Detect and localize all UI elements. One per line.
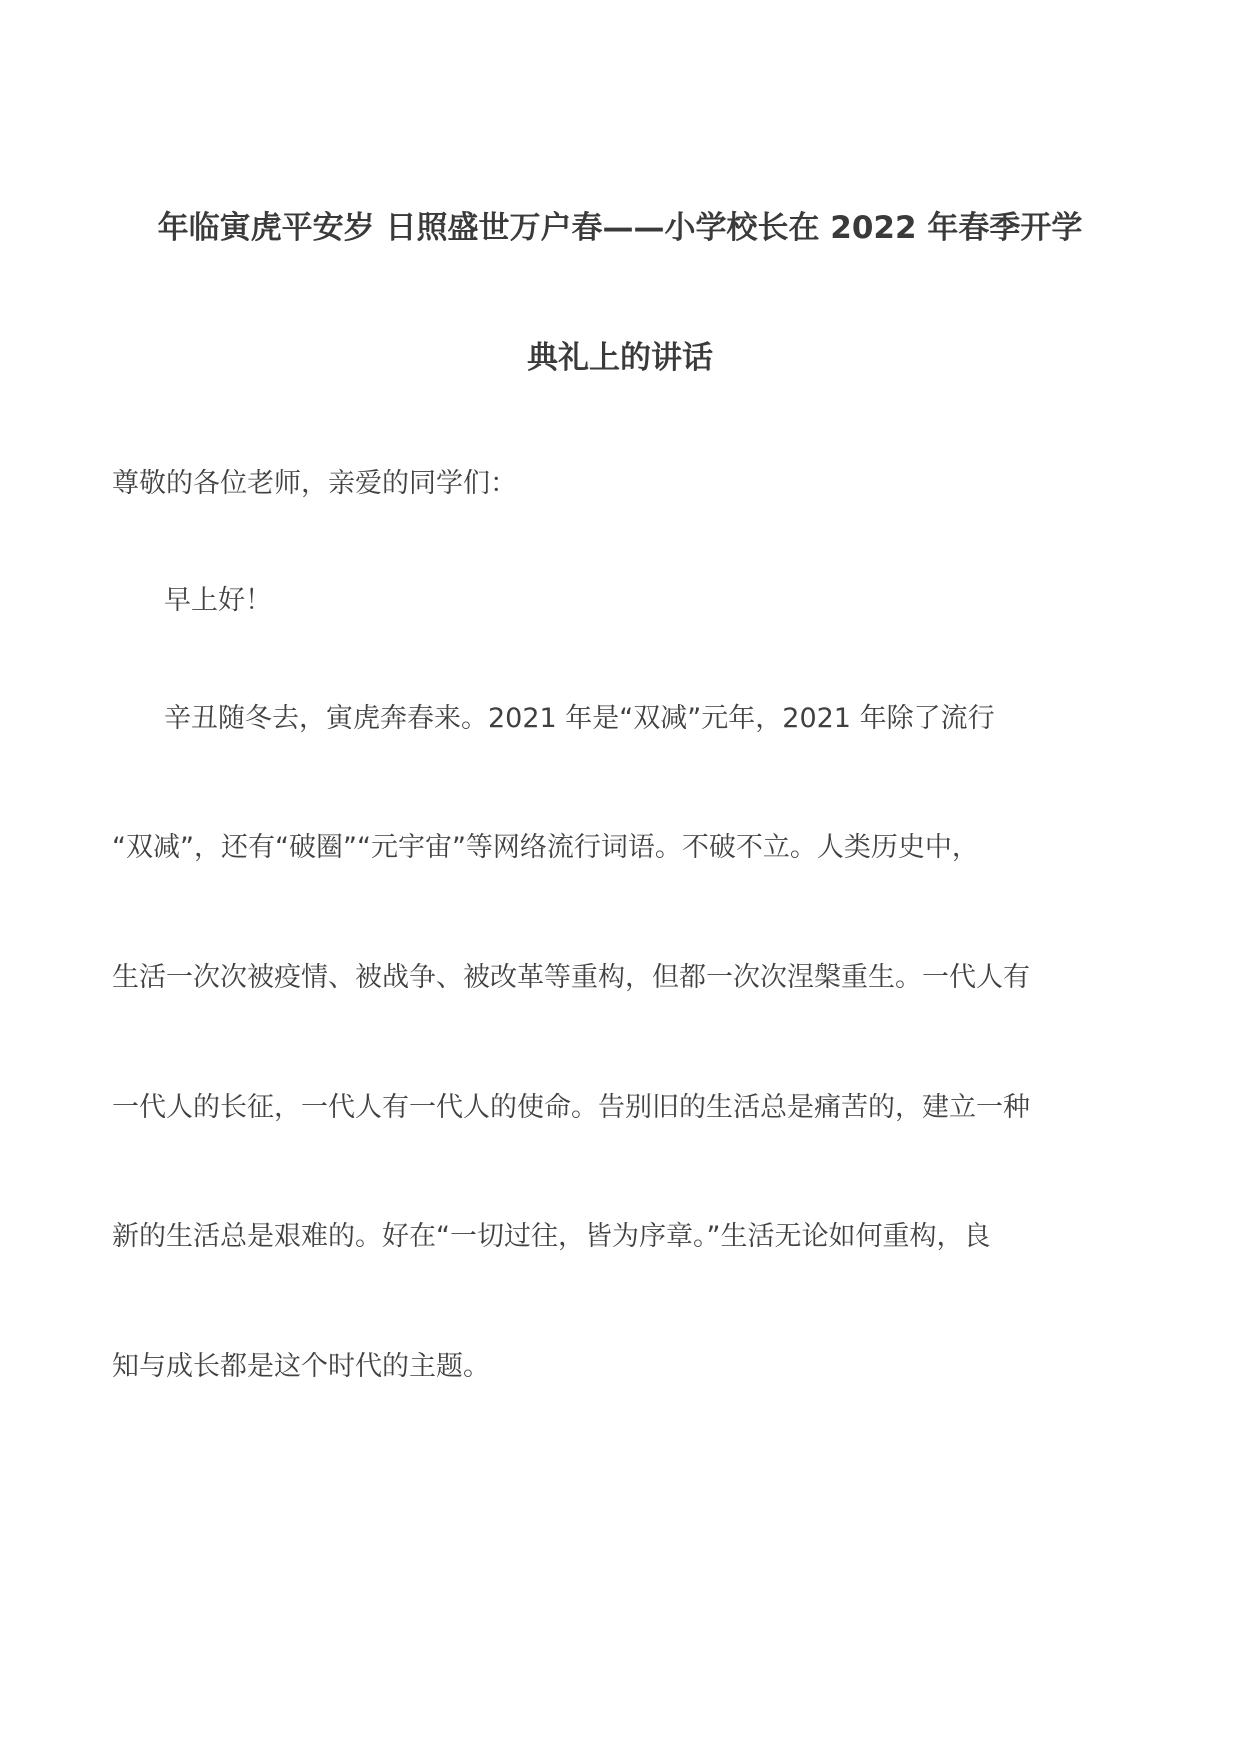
body-line-4: 一代人的长征，一代人有一代人的使命。告别旧的生活总是痛苦的，建立一种 [112, 1092, 1030, 1123]
body-line-5: 新的生活总是艰难的。好在“一切过往，皆为序章。”生活无论如何重构，良 [112, 1221, 991, 1252]
body-line-3: 生活一次次被疫情、被战争、被改革等重构，但都一次次涅槃重生。一代人有 [112, 962, 1030, 993]
document-title-line-1: 年临寅虎平安岁 日照盛世万户春——小学校长在 2022 年春季开学 [157, 210, 1083, 246]
greeting: 早上好！ [164, 585, 272, 616]
body-line-2: “双减”，还有“破圈”“元宇宙”等网络流行词语。不破不立。人类历史中， [112, 832, 979, 863]
body-line-1: 辛丑随冬去，寅虎奔春来。2021 年是“双减”元年，2021 年除了流行 [164, 703, 995, 734]
document-title-line-2: 典礼上的讲话 [527, 340, 713, 376]
salutation: 尊敬的各位老师，亲爱的同学们： [112, 468, 517, 499]
body-line-6: 知与成长都是这个时代的主题。 [112, 1351, 490, 1382]
